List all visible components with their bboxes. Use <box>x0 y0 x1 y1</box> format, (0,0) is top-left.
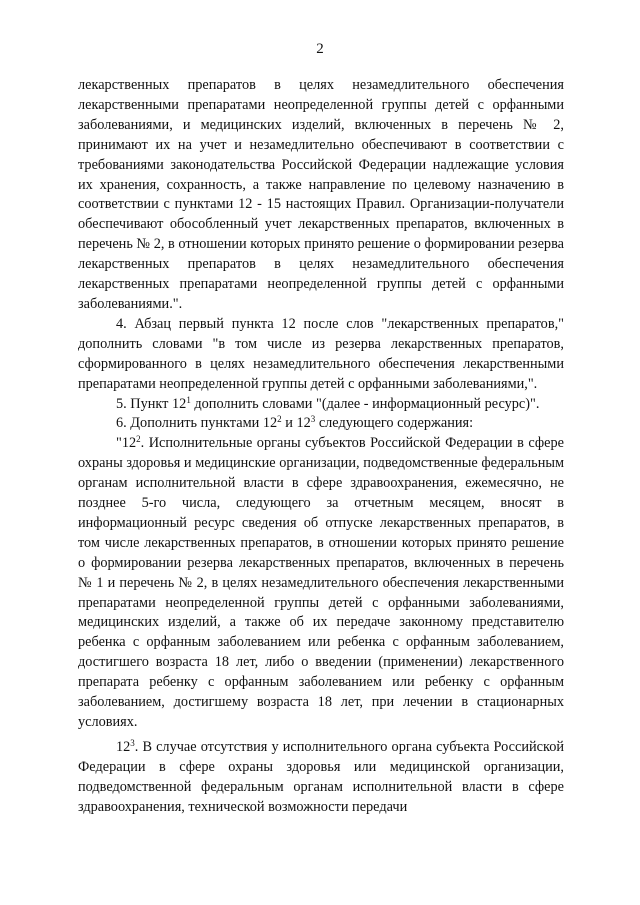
paragraph-item-6 <box>78 414 564 434</box>
text-run: дополнить словами "(далее - информационный ресурс)". <box>190 395 540 412</box>
superscript: 3 <box>310 414 316 425</box>
document-body <box>78 76 564 818</box>
superscript: 3 <box>130 737 135 748</box>
text-run: 12 <box>116 738 131 755</box>
paragraph-item-4: 4. Абзац первый пункта 12 после слов "лекарственных препаратов," дополнить словами "в том числе из резерва лекарственных препаратов, сформированного в целях незамедлительного обеспечения лекарственными препаратами неопределенной группы детей с орфанными заболеваниями,". <box>78 315 564 392</box>
paragraph-clause-12-3 <box>78 738 564 818</box>
paragraph-continuation: лекарственных препаратов в целях незамедлительного обеспечения лекарственными препаратами неопределенной группы детей с орфанными заболеваниями, и медицинских изделий, включенных в перечень № 2, принимают их на учет и незамедлительно обеспечивают в соответствии с требованиями законодательства Российской Федерации надлежащие условия их хранения, сохранность, а также направление по целевому назначению в соответствии с пунктами 12 - 15 настоящих Правил. Организации-получатели обеспечивают обособленный учет лекарственных препаратов, включенных в перечень № 2, в отношении которых принято решение о формировании резерва лекарственных препаратов в целях незамедлительного обеспечения лекарственных препаратами неопределенной группы детей с орфанными заболеваниями.". <box>78 77 564 312</box>
superscript: 1 <box>186 394 191 405</box>
paragraph-item-5 <box>78 395 564 415</box>
text-run: следующего содержания: <box>315 415 474 432</box>
text-run: . Исполнительные органы субъектов Российской Федерации в сфере охраны здоровья и медицинские организации, подведомственные федеральным органам исполнительной власти в сфере здравоохранения, ежемесячно, не позднее 5-го числа, следующего за отчетным месяцем, вносят в информационный ресурс сведения об отпуске лекарственных препаратов, в том числе лекарственных препаратов, в отношении которых принято решение о формировании резерва лекарственных препаратов, включенных в перечень № 1 и перечень № 2, в целях незамедлительного обеспечения лекарственными препаратами неопределенной группы детей с орфанными заболеваниями, медицинских изделий, а также об их передаче законному представителю ребенка с орфанным заболеванием или ребенка с орфанным заболеванием, достигшего возраста 18 лет, либо о введении (применении) лекарственного препарата ребенку с орфанным заболеванием или ребенку с орфанным заболеванием, достигшему возраста 18 лет, при лечении в стационарных условиях. <box>78 435 564 730</box>
superscript: 2 <box>277 414 282 425</box>
paragraph-clause-12-2 <box>78 434 564 733</box>
text-run: . В случае отсутствия у исполнительного органа субъекта Российской Федерации в сфере охраны здоровья или медицинской организации, подведомственной федеральным органам исполнительной власти в сфере здравоохранения, технической возможности передачи <box>78 738 564 815</box>
text-run: 6. Дополнить пунктами 12 <box>116 415 278 432</box>
text-run: и 12 <box>281 415 311 432</box>
text-run: 5. Пункт 12 <box>116 395 187 412</box>
superscript: 2 <box>136 434 141 445</box>
page-number: 2 <box>316 41 324 57</box>
text-run: "12 <box>116 435 137 452</box>
